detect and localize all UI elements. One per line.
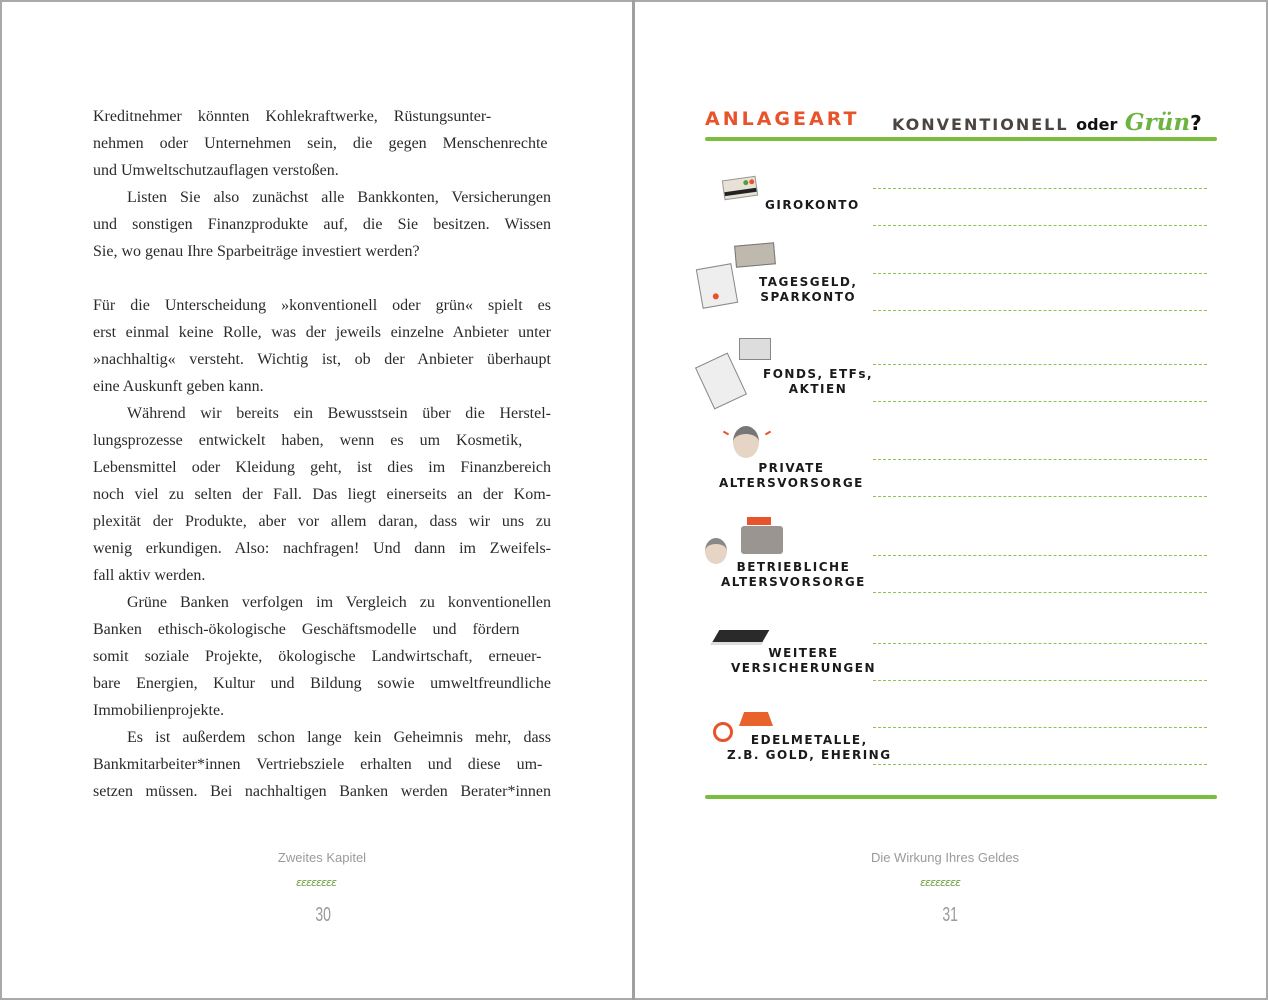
investment-label: WEITERE VERSICHERUNGEN [731, 646, 876, 675]
text-line: Während wir bereits ein Bewusstsein über die Herstel- [127, 405, 551, 422]
text-line: eine Auskunft geben kann. [93, 378, 264, 395]
folder-book-icon-part [711, 630, 770, 645]
write-in-line[interactable] [873, 225, 1207, 226]
write-in-line[interactable] [873, 680, 1207, 681]
text-line: setzen müssen. Bei nachhaltigen Banken werden Berater*innen [93, 783, 551, 800]
text-line: Kreditnehmer könnten Kohlekraftwerke, Rüstungsunter- [93, 108, 492, 125]
bottom-green-rule [705, 795, 1217, 799]
page-number: 30 [315, 904, 331, 926]
savings-book-icon-part [696, 263, 738, 309]
investment-label: TAGESGELD, SPARKONTO [759, 275, 858, 304]
write-in-line[interactable] [873, 459, 1207, 460]
write-in-line[interactable] [873, 364, 1207, 365]
investment-label: EDELMETALLE, Z.B. GOLD, EHERING [727, 733, 892, 762]
text-line: wenig erkundigen. Also: nachfragen! Und dann im Zweifels- [93, 540, 551, 557]
cash-register-icon-part [747, 517, 771, 525]
footer-chapter-title: Die Wirkung Ihres Geldes [870, 850, 1020, 865]
text-line: Lebensmittel oder Kleidung geht, ist dies im Finanzbereich [93, 459, 551, 476]
investment-label: FONDS, ETFs, AKTIEN [763, 367, 874, 396]
write-in-line[interactable] [873, 643, 1207, 644]
right-page [635, 0, 1268, 1000]
write-in-line[interactable] [873, 273, 1207, 274]
stock-document-icon-part [739, 338, 771, 360]
write-in-line[interactable] [873, 727, 1207, 728]
text-line: Banken ethisch-ökologische Geschäftsmodelle und fördern [93, 621, 520, 638]
investment-label: GIROKONTO [765, 198, 860, 212]
text-line: Immobilienprojekte. [93, 702, 225, 719]
footer-ornament: ɛɛɛɛɛɛɛɛ [296, 876, 336, 889]
text-line: »nachhaltig« versteht. Wichtig ist, ob der Anbieter überhaupt [93, 351, 551, 368]
write-in-line[interactable] [873, 401, 1207, 402]
bank-card-icon-part [722, 176, 758, 201]
write-in-line[interactable] [873, 764, 1207, 765]
page-number: 31 [942, 904, 958, 926]
gold-bar-ring-icon-part [739, 712, 773, 726]
header-konventionell: KONVENTIONELL [892, 115, 1069, 134]
text-line: nehmen oder Unternehmen sein, die gegen Menschenrechte [93, 135, 548, 152]
person-glasses-icon-part [765, 431, 771, 436]
savings-book-icon-part [734, 242, 776, 267]
cash-register-icon-part [741, 526, 783, 554]
write-in-line[interactable] [873, 496, 1207, 497]
text-line: somit soziale Projekte, ökologische Landwirtschaft, erneuer- [93, 648, 542, 665]
text-line: fall aktiv werden. [93, 567, 206, 584]
text-line: noch viel zu selten der Fall. Das liegt einerseits an der Kom- [93, 486, 551, 503]
text-line: Grüne Banken verfolgen im Vergleich zu konventionellen [127, 594, 551, 611]
text-line: lungsprozesse entwickelt haben, wenn es um Kosmetik, [93, 432, 523, 449]
text-line: Es ist außerdem schon lange kein Geheimnis mehr, dass [127, 729, 551, 746]
text-line: Für die Unterscheidung »konventionell oder grün« spielt es [93, 297, 551, 314]
text-line: erst einmal keine Rolle, was der jeweils einzelne Anbieter unter [93, 324, 551, 341]
header-oder: oder [1076, 115, 1118, 134]
stock-document-icon-part [695, 353, 747, 410]
text-line: plexität der Produkte, aber vor allem daran, dass wir uns zu [93, 513, 551, 530]
investment-label: PRIVATE ALTERSVORSORGE [719, 461, 864, 490]
header-gruen: Grün [1124, 109, 1191, 136]
header-question: ? [1190, 111, 1202, 135]
top-green-rule [705, 137, 1217, 141]
text-line: Sie, wo genau Ihre Sparbeiträge investiert werden? [93, 243, 420, 260]
left-page [0, 0, 632, 1000]
text-line: Listen Sie also zunächst alle Bankkonten, Versicherungen [127, 189, 551, 206]
text-line: und sonstigen Finanzprodukte auf, die Sie besitzen. Wissen [93, 216, 551, 233]
text-line: bare Energien, Kultur und Bildung sowie umweltfreundliche [93, 675, 551, 692]
text-line: und Umweltschutzauflagen verstoßen. [93, 162, 339, 179]
write-in-line[interactable] [873, 188, 1207, 189]
person-glasses-icon-part [733, 426, 759, 458]
header-anlageart: ANLAGEART [705, 108, 860, 130]
footer-ornament: ɛɛɛɛɛɛɛɛ [920, 876, 960, 889]
footer-chapter-title: Zweites Kapitel [277, 850, 367, 865]
write-in-line[interactable] [873, 555, 1207, 556]
header-konventionell-oder-gruen [892, 109, 1202, 136]
investment-label: BETRIEBLICHE ALTERSVORSORGE [721, 560, 866, 589]
write-in-line[interactable] [873, 592, 1207, 593]
person-glasses-icon-part [723, 431, 729, 436]
write-in-line[interactable] [873, 310, 1207, 311]
text-line: Bankmitarbeiter*innen Vertriebsziele erhalten und diese um- [93, 756, 543, 773]
